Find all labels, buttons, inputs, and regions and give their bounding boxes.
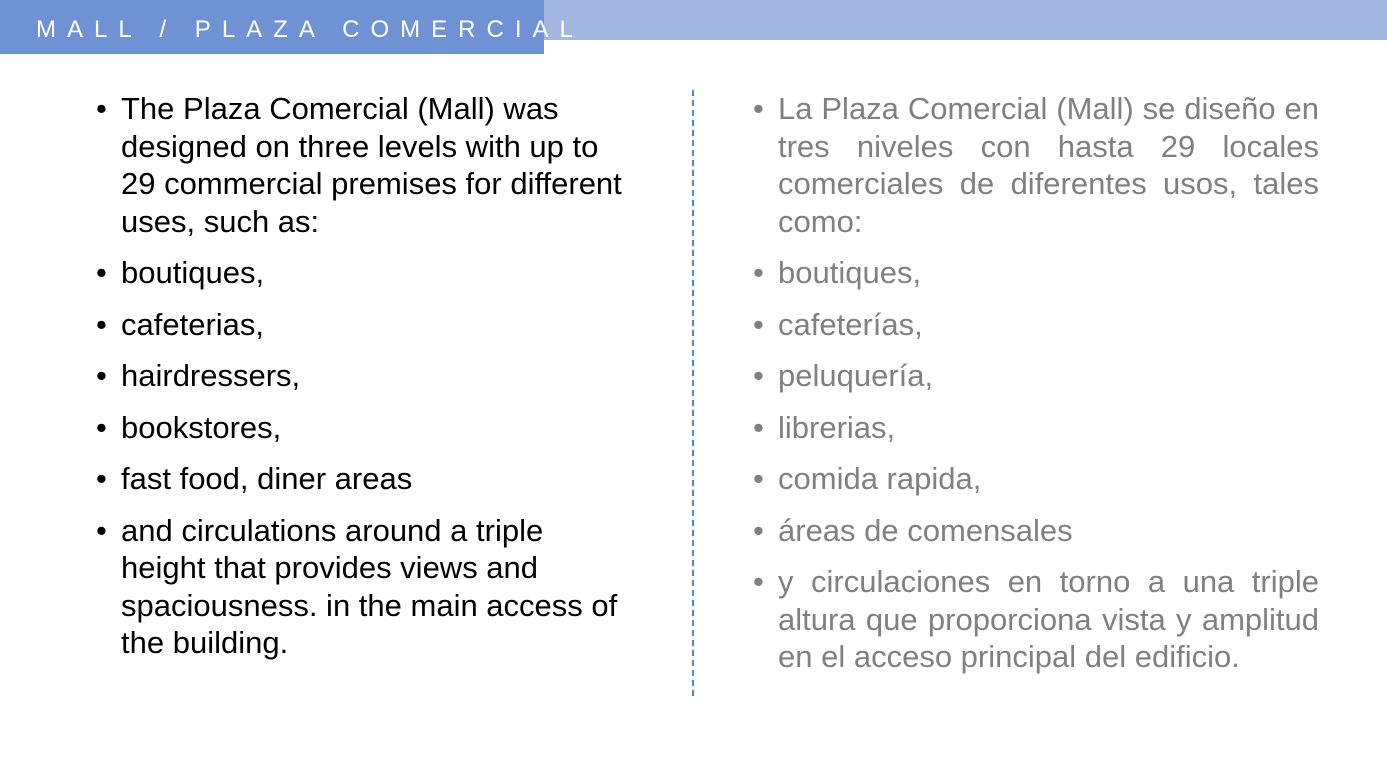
bullet-icon: •	[96, 409, 107, 445]
english-item-text: hairdressers,	[121, 358, 301, 393]
list-item	[753, 357, 1319, 395]
english-item-text: The Plaza Comercial (Mall) was designed on three levels with up to 29 commercial premises for different uses, such as:	[121, 91, 622, 239]
bullet-icon: •	[96, 306, 107, 342]
bullet-icon: •	[96, 358, 107, 393]
slide-title: MALL / PLAZA COMERCIAL	[36, 16, 584, 43]
spanish-item-text: áreas de comensales	[778, 512, 1073, 548]
bullet-icon: •	[753, 409, 764, 445]
list-item	[753, 90, 1319, 240]
spanish-item-text: boutiques,	[778, 255, 922, 290]
english-item-text: boutiques,	[121, 255, 265, 290]
spanish-bullet-list	[753, 90, 1319, 690]
list-item	[96, 460, 626, 498]
list-item	[753, 512, 1319, 550]
bullet-icon: •	[753, 255, 764, 290]
bullet-icon: •	[753, 564, 764, 599]
list-item	[753, 306, 1319, 344]
spanish-item-text: peluquería,	[778, 358, 934, 393]
list-item	[96, 357, 626, 395]
list-item	[96, 409, 626, 447]
english-bullet-list	[96, 90, 626, 676]
list-item	[96, 306, 626, 344]
english-item-text: bookstores,	[121, 409, 282, 445]
list-item	[753, 409, 1319, 447]
bullet-icon: •	[753, 512, 764, 548]
title-tab	[0, 0, 584, 54]
bullet-icon: •	[753, 358, 764, 393]
list-item	[753, 254, 1319, 292]
bullet-icon: •	[753, 306, 764, 342]
list-item	[96, 90, 626, 240]
bullet-icon: •	[753, 91, 764, 126]
list-item	[96, 254, 626, 292]
list-item	[96, 512, 626, 662]
english-item-text: fast food, diner areas	[121, 461, 413, 496]
english-item-text: cafeterias,	[121, 306, 265, 342]
bullet-icon: •	[96, 512, 107, 548]
spanish-item-text: librerias,	[778, 409, 896, 445]
spanish-item-text: y circulaciones en torno a una triple altura que proporciona vista y amplitud en el acceso principal del edificio.	[778, 564, 1319, 674]
english-item-text: and circulations around a triple height that provides views and spaciousness. in the main access of the building.	[121, 512, 618, 660]
spanish-item-text: comida rapida,	[778, 461, 982, 496]
list-item	[753, 460, 1319, 498]
list-item	[753, 563, 1319, 676]
spanish-item-text: cafeterías,	[778, 306, 923, 342]
bullet-icon: •	[96, 461, 107, 496]
bullet-icon: •	[96, 255, 107, 290]
bullet-icon: •	[753, 461, 764, 496]
bullet-icon: •	[96, 91, 107, 126]
column-divider	[692, 90, 694, 696]
spanish-item-text: La Plaza Comercial (Mall) se diseño en tres niveles con hasta 29 locales comerciales de diferentes usos, tales como:	[778, 91, 1319, 239]
